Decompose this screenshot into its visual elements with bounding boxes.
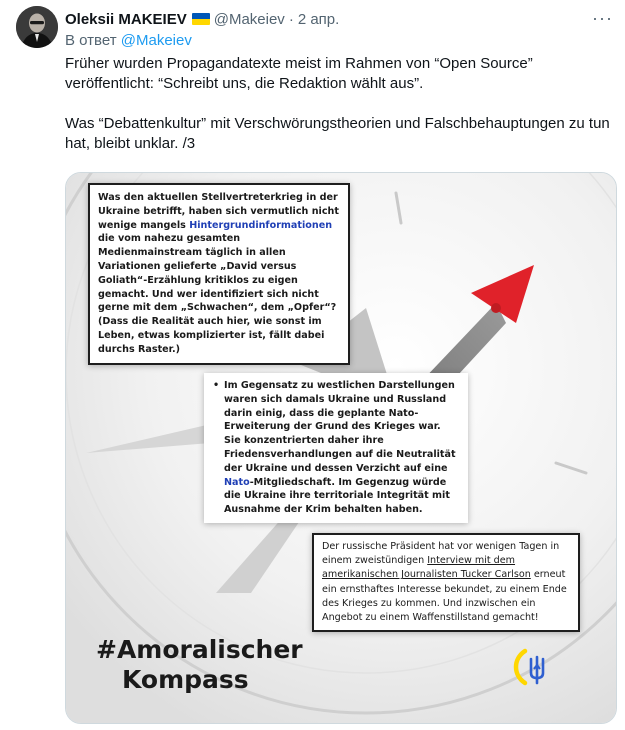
avatar-portrait	[16, 6, 58, 48]
hashtag-line-2: Kompass	[122, 665, 249, 694]
bullet-mark: •	[213, 380, 220, 391]
separator-dot: ·	[288, 10, 294, 28]
quote-box-2	[204, 373, 468, 523]
quote-box-2-text-b: -Mitgliedschaft. Im Gegenzug würde die Ukraine ihre territoriale Integrität mit Ausnahme der Krim behalten haben.	[224, 476, 450, 516]
quote-box-1	[88, 183, 350, 365]
tweet-paragraph-1: Früher wurden Propagandatexte meist im Rahmen von “Open Source” veröffentlicht: “Schreibt uns, die Redaktion wählt aus”.	[65, 55, 533, 92]
tweet-text	[65, 54, 610, 154]
quote-box-3-link: Interview mit dem amerikanischen Journalisten Tucker Carlson	[322, 555, 531, 581]
reply-context	[65, 32, 192, 49]
author-handle[interactable]: @Makeiev	[213, 10, 285, 28]
tweet-image[interactable]	[65, 172, 617, 724]
ukraine-trident-icon	[511, 645, 551, 689]
hashtag-title	[96, 635, 303, 695]
tweet-header	[65, 8, 613, 30]
quote-box-3-text-a: Der russische Präsident hat vor wenigen Tagen in einem zweistündigen	[322, 541, 560, 567]
quote-box-1-link: Hintergrundinformationen	[189, 219, 333, 231]
avatar[interactable]	[16, 6, 58, 48]
tweet-paragraph-2: Was “Debattenkultur” mit Verschwörungstheorien und Falschbehauptungen zu tun hat, bleibt unklar. /3	[65, 115, 610, 152]
quote-box-2-text-a: Im Gegensatz zu westlichen Darstellungen waren sich damals Ukraine und Russland darin einig, dass die geplante Nato-Erweiterung der Grund des Krieges war. Sie konzentrierten daher ihre Friedensverhandlungen auf die Neutralität der Ukraine und dessen Verzicht auf eine	[224, 380, 456, 474]
more-options-icon[interactable]: ···	[592, 8, 613, 28]
author-name[interactable]: Oleksii MAKEIEV	[65, 10, 187, 28]
reply-prefix: В ответ	[65, 32, 117, 49]
quote-box-3-text-b: erneut ein ernsthaftes Interesse bekundet, zu einem Ende des Krieges zu kommen. Und inzwischen ein Angebot zu einem Waffenstillstand gemacht!	[322, 569, 567, 624]
quote-box-1-text-a: Was den aktuellen Stellvertreterkrieg in der Ukraine betrifft, haben sich vermutlich nicht wenige mangels	[98, 192, 339, 231]
reply-to-link[interactable]: @Makeiev	[120, 32, 192, 49]
ukraine-flag-icon	[192, 13, 210, 25]
quote-box-2-link: Nato	[224, 476, 250, 488]
tweet-date[interactable]: 2 апр.	[297, 10, 340, 28]
quote-box-3	[312, 533, 580, 632]
quote-box-1-text-b: die vom nahezu gesamten Medienmainstream täglich in allen Variationen gelieferte „David versus Goliath“-Erzählung kritiklos zu eigen gemacht. Und wer identifiziert sich nicht gerne mit dem „Schwachen“, dem „Opfer“? (Dass die Realität auch hier, wie sonst im Leben, etwas komplizierter ist, fällt dabei durchs Raster.)	[98, 233, 337, 355]
hashtag-line-1: #Amoralischer	[96, 635, 303, 664]
